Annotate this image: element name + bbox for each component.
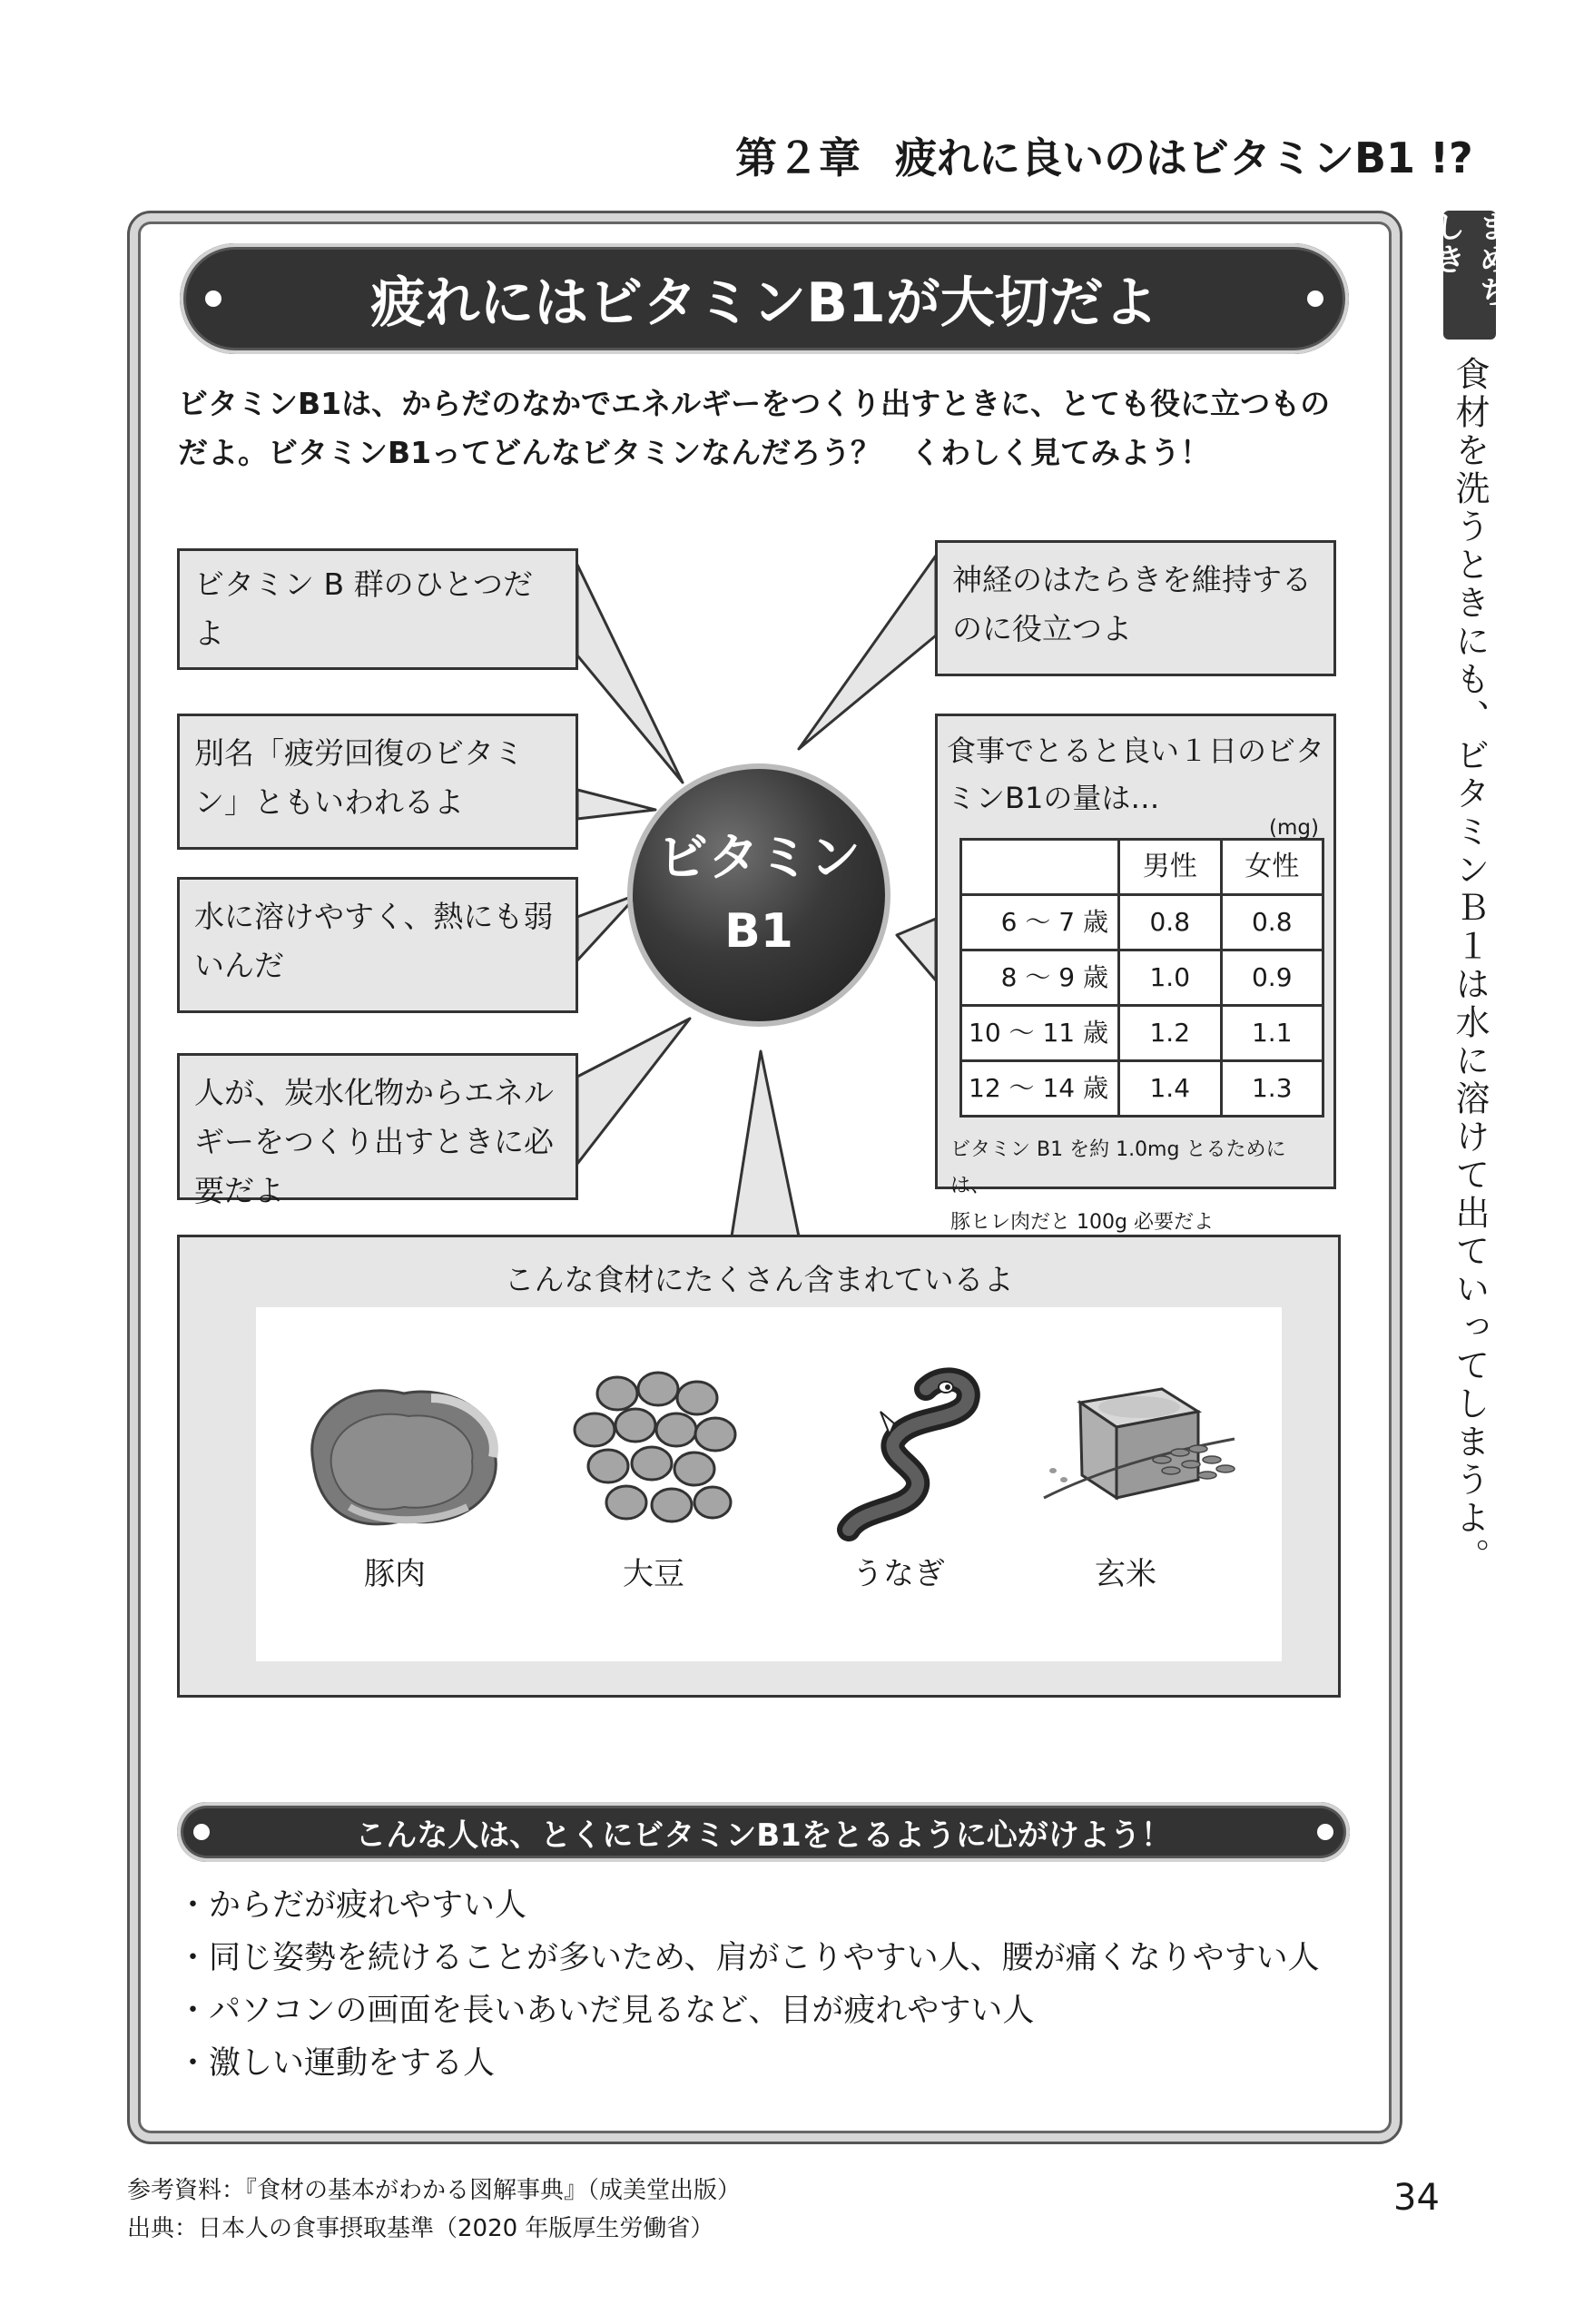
brown-rice-icon: [1026, 1362, 1244, 1543]
banner-dot-right: [1317, 1824, 1333, 1840]
table-row: [961, 950, 1323, 1006]
eel-icon: [808, 1362, 989, 1543]
recommend-banner: [177, 1802, 1350, 1862]
intake-note-line: ビタミン B1 を約 1.0mg とるためには、: [950, 1138, 1286, 1197]
table-row: [961, 1061, 1323, 1117]
food-pork: [295, 1362, 495, 1593]
reference-line: 参考資料：『食材の基本がわかる図解事典』（成美堂出版）: [127, 2177, 742, 2204]
male-cell: 0.8: [1119, 895, 1222, 950]
intake-note-line: 豚ヒレ肉だと 100g 必要だよ: [950, 1211, 1214, 1234]
food-eel: [799, 1362, 999, 1593]
recommend-list: [177, 1879, 1320, 2090]
food-soybean: [554, 1362, 753, 1593]
sidebar-tag: まめちしき: [1443, 211, 1496, 340]
chapter-label: 第２章: [735, 133, 861, 182]
food-name-brown-rice: 玄米: [1095, 1556, 1156, 1592]
female-cell: 1.1: [1221, 1006, 1323, 1061]
food-name-eel: うなぎ: [852, 1556, 945, 1592]
page-number: 34: [1393, 2177, 1440, 2219]
table-row: [961, 1006, 1323, 1061]
male-cell: 1.4: [1119, 1061, 1222, 1117]
banner-dot-right: [1307, 290, 1323, 307]
food-brown-rice: [1026, 1362, 1225, 1593]
intake-table: [959, 838, 1324, 1118]
male-cell: 1.0: [1119, 950, 1222, 1006]
soybean-icon: [563, 1362, 744, 1543]
vitamin-b1-ball: [633, 769, 885, 1021]
footer-references: [127, 2171, 741, 2248]
callout-b-group: ビタミン B 群のひとつだよ: [177, 548, 578, 670]
female-cell: 0.8: [1221, 895, 1323, 950]
column-female: 女性: [1221, 840, 1323, 895]
list-item: ・ 同じ姿勢を続けることが多いため、肩がこりやすい人、腰が痛くなりやすい人: [177, 1932, 1320, 1984]
ball-label-line2: B1: [724, 904, 793, 959]
table-corner: [961, 840, 1119, 895]
chapter-title: 疲れに良いのはビタミンB1 !?: [895, 133, 1473, 182]
female-cell: 1.3: [1221, 1061, 1323, 1117]
ball-label-line1: ビタミン: [657, 829, 861, 888]
female-cell: 0.9: [1221, 950, 1323, 1006]
intro-text: ビタミンB1は、からだのなかでエネルギーをつくり出すときに、とても役に立つものだよ。ビタミンB1ってどんなビタミンなんだろう？ くわしく見てみよう！: [178, 386, 1331, 470]
callout-intake: [935, 714, 1336, 1234]
banner-dot-left: [205, 290, 221, 307]
column-male: 男性: [1119, 840, 1222, 895]
callout-water: 水に溶けやすく、熱にも弱いんだ: [177, 877, 578, 1013]
age-cell: 12 ～ 14 歳: [961, 1061, 1119, 1117]
list-item: ・ パソコンの画面を長いあいだ見るなど、目が疲れやすい人: [177, 1984, 1320, 2037]
page-title: 疲れにはビタミンB1が大切だよ: [370, 271, 1158, 335]
age-cell: 10 ～ 11 歳: [961, 1006, 1119, 1061]
list-item: ・ からだが疲れやすい人: [177, 1879, 1320, 1932]
source-line: 出典：日本人の食事摂取基準（2020 年版厚生労働省）: [127, 2215, 714, 2242]
sidebar-text: 食材を洗うときにも、ビタミンＢ１は水に溶けて出ていってしまうよ。: [1450, 356, 1490, 1576]
recommend-title: こんな人は、とくにビタミンB1をとるように心がけよう！: [355, 1817, 1172, 1854]
pork-icon: [295, 1362, 513, 1543]
foods-caption: こんな食材にたくさん含まれているよ: [504, 1262, 1014, 1297]
male-cell: 1.2: [1119, 1006, 1222, 1061]
food-name-pork: 豚肉: [364, 1556, 426, 1592]
intake-heading: 食事でとると良い１日のビタミンB1の量は…: [947, 734, 1325, 815]
age-cell: 6 ～ 7 歳: [961, 895, 1119, 950]
list-item: ・ 激しい運動をする人: [177, 2037, 1320, 2090]
callout-energy: 人が、炭水化物からエネルギーをつくり出すときに必要だよ: [177, 1053, 578, 1200]
title-banner: [180, 243, 1349, 354]
intake-unit: (mg): [1269, 816, 1319, 840]
age-cell: 8 ～ 9 歳: [961, 950, 1119, 1006]
intake-note: [950, 1132, 1324, 1241]
food-name-soybean: 大豆: [623, 1556, 684, 1592]
banner-dot-left: [193, 1824, 210, 1840]
table-row: [961, 895, 1323, 950]
chapter-heading: [735, 125, 1473, 185]
callout-nerve: 神経のはたらきを維持するのに役立つよ: [935, 540, 1336, 676]
callout-alias: 別名「疲労回復のビタミン」ともいわれるよ: [177, 714, 578, 850]
